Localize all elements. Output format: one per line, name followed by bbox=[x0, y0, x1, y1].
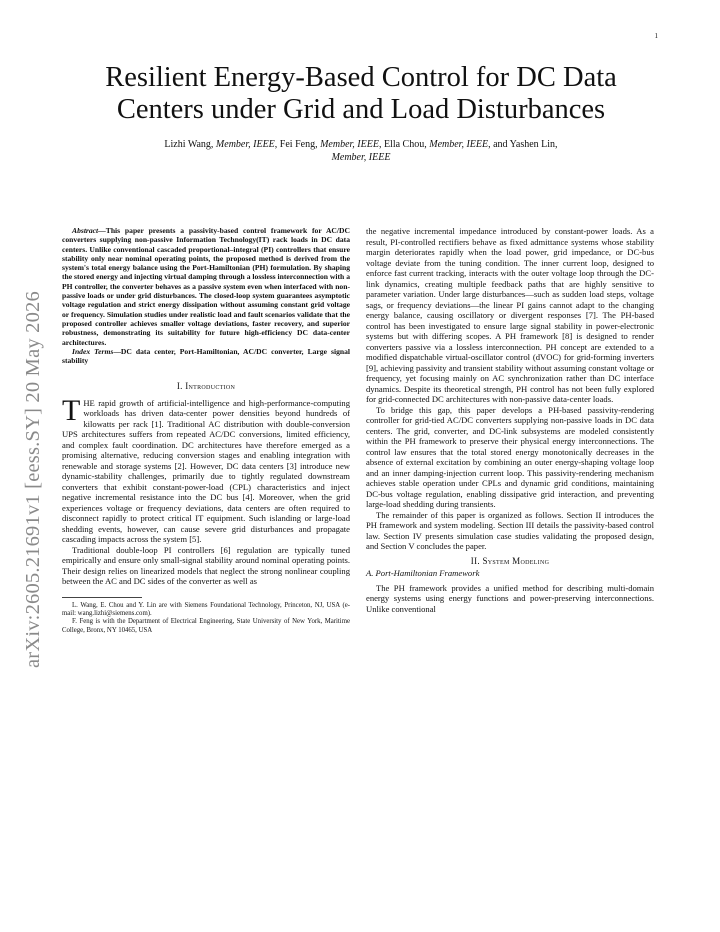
index-terms-text: —DC data center, Port-Hamiltonian, AC/DC converter, Large signal stability bbox=[62, 346, 350, 366]
author-text: Lizhi Wang, bbox=[164, 139, 216, 150]
footnote-affiliation-2: F. Feng is with the Department of Electrical Engineering, State University of New York, Maritime College, Bronx, NY 10465, USA bbox=[62, 618, 350, 634]
page-number: 1 bbox=[654, 32, 658, 40]
right-column bbox=[366, 226, 654, 614]
intro-paragraph-3: the negative incremental impedance introduced by constant-power loads. As a result, PI-controlled rectifiers behave as fixed admittance systems whose stability margin deteriorates rapidly when the load power, grid impedance, or DC-bus voltage deviate from the tuning condition. The inner current loop, designed to enforce fast current tracking, interacts with the outer voltage loop through the DC-link dynamics, creating multiple feedback paths that are highly sensitive to parameter variation. Under large disturbances—such as sudden load steps, voltage sags, or frequency deviations—the linear PI gains cannot adapt to the changing energy balance, causing oscillatory or divergent responses [7]. The PH-based control has been investigated to ensure large signal stability in power-electronic systems but with differing scopes. A PH framework [8] is designed to render converters passive via a lossless interconnection. PH concept are extended to a modified dispatchable virtual-oscillator control (dVOC) for grid-forming inverters [9], achieving passivity and transient stability without assuming constant voltage or frequency, yet focusing mainly on AC synchronization rather than DC interface dynamics. Despite its theoretical strength, PH control has not been fully explored for grid-connected DC architectures with non-passive data-center loads. bbox=[366, 226, 654, 404]
left-column bbox=[62, 226, 350, 635]
section2-paragraph-1: The PH framework provides a unified method for describing multi-domain energy systems using energy functions and power-preserving interconnections. Unlike conventional bbox=[366, 582, 654, 614]
author-text: , and Yashen Lin, bbox=[488, 139, 558, 150]
drop-cap: T bbox=[62, 393, 81, 427]
section-heading-system-modeling: II. System Modeling bbox=[470, 555, 550, 566]
first-word: HE bbox=[83, 397, 95, 408]
arxiv-identifier: arXiv:2605.21691v1 [eess.SY] 20 May 2026 bbox=[22, 291, 44, 668]
index-terms-label: Index Terms bbox=[72, 346, 114, 356]
intro-paragraph-1 bbox=[62, 393, 350, 545]
author-membership: Member, IEEE bbox=[320, 139, 379, 150]
index-terms bbox=[62, 347, 350, 366]
author-membership: Member, IEEE bbox=[331, 152, 391, 163]
author-text: , Fei Feng, bbox=[274, 139, 321, 150]
paper-title: Resilient Energy-Based Control for DC Data Centers under Grid and Load Disturbances bbox=[105, 62, 617, 125]
abstract bbox=[62, 226, 350, 347]
abstract-text: —This paper presents a passivity-based control framework for AC/DC converters supplying non-passive Information Technology(IT) rack loads in DC data centers. Unlike conventional cascaded proportional–integral (PI) controllers that ensure stability only near nominal operating points, the proposed method is derived from the system's total energy balance using the Port-Hamiltonian (PH) formulation. By shaping the stored energy and injecting virtual damping through a lossless interconnection with a PH controller, the converter behaves as a passive system even when interfaced with non-passive loads or under grid disturbances. The closed-loop system guarantees asymptotic voltage regulation and strict energy dissipation without assuming constant grid voltage or frequency. Simulation studies under realistic load and fault scenarios validate that the proposed controller achieves smaller voltage deviations, faster recovery, and superior robustness, demonstrating its suitability for future high-efficiency DC data-center architectures. bbox=[62, 226, 350, 347]
author-list bbox=[62, 138, 660, 164]
footnote-affiliation-1: L. Wang, E. Chou and Y. Lin are with Siemens Foundational Technology, Princeton, NJ, USA (e-mail: wang.lizhi@siemens.com). bbox=[62, 601, 350, 618]
author-text: , Ella Chou, bbox=[378, 139, 430, 150]
intro-paragraph-5: The remainder of this paper is organized as follows. Section II introduces the PH framework and system modeling. Section III details the passivity-based control law. Section IV presents simulation case studies validating the proposed design, and Section V concludes the paper. bbox=[366, 509, 654, 551]
abstract-label: Abstract bbox=[72, 226, 99, 235]
author-membership: Member, IEEE bbox=[429, 139, 489, 150]
subsection-heading-ph-framework: A. Port-Hamiltonian Framework bbox=[366, 568, 480, 578]
footnote-divider bbox=[62, 597, 142, 598]
intro-paragraph-1-text: rapid growth of artificial-intelligence and high-performance-computing workloads has driven data-center power densities beyond hundreds of kilowatts per rack [1]. Traditional AC distribution with double-conversion UPS architectures suffers from repeated AC/DC conversions, limited efficiency, and complex fault coordination. DC architectures have therefore emerged as a promising alternative, reducing conversion stages and enabling integration with renewable and storage systems [2]. However, DC data centers [3] introduce new dynamic-stability challenges, primarily due to tightly regulated downstream converters that exhibit constant-power-load (CPL) characteristics and inject negative incremental resistance into the DC bus [4]. Moreover, when the grid experiences voltage or frequency deviations, data centers are often required to disconnect rapidly to protect critical IT equipment. Such islanding or large-load shedding events, however, can cause severe grid disturbances and propagate cascading impacts across the system [5]. bbox=[62, 397, 350, 545]
intro-paragraph-4: To bridge this gap, this paper develops a PH-based passivity-rendering controller for grid-tied AC/DC converters supplying non-passive loads in DC data centers. The grid, converter, and DC-link subsystems are modeled consistently within the PH framework to preserve their physical energy interconnections. The control law ensures that the total stored energy monotonically decreases in the absence of external excitation by combining an outer energy-shaping voltage loop and an inner damping-injection current loop. This passivity-rendering mechanism achieves stable operation under CPLs and dynamic grid conditions, maintaining DC-bus voltage regulation, enabling dissipative grid interaction, and preventing large-load shedding during transients. bbox=[366, 404, 654, 509]
intro-paragraph-2: Traditional double-loop PI controllers [6] regulation are typically tuned empirically and ensure only small-signal stability around nominal operating points. Their design relies on linearized models that neglect the strong nonlinear coupling between the AC and DC sides of the converter as well as bbox=[62, 544, 350, 587]
section-heading-introduction: I. Introduction bbox=[176, 381, 236, 392]
author-membership: Member, IEEE bbox=[215, 139, 275, 150]
